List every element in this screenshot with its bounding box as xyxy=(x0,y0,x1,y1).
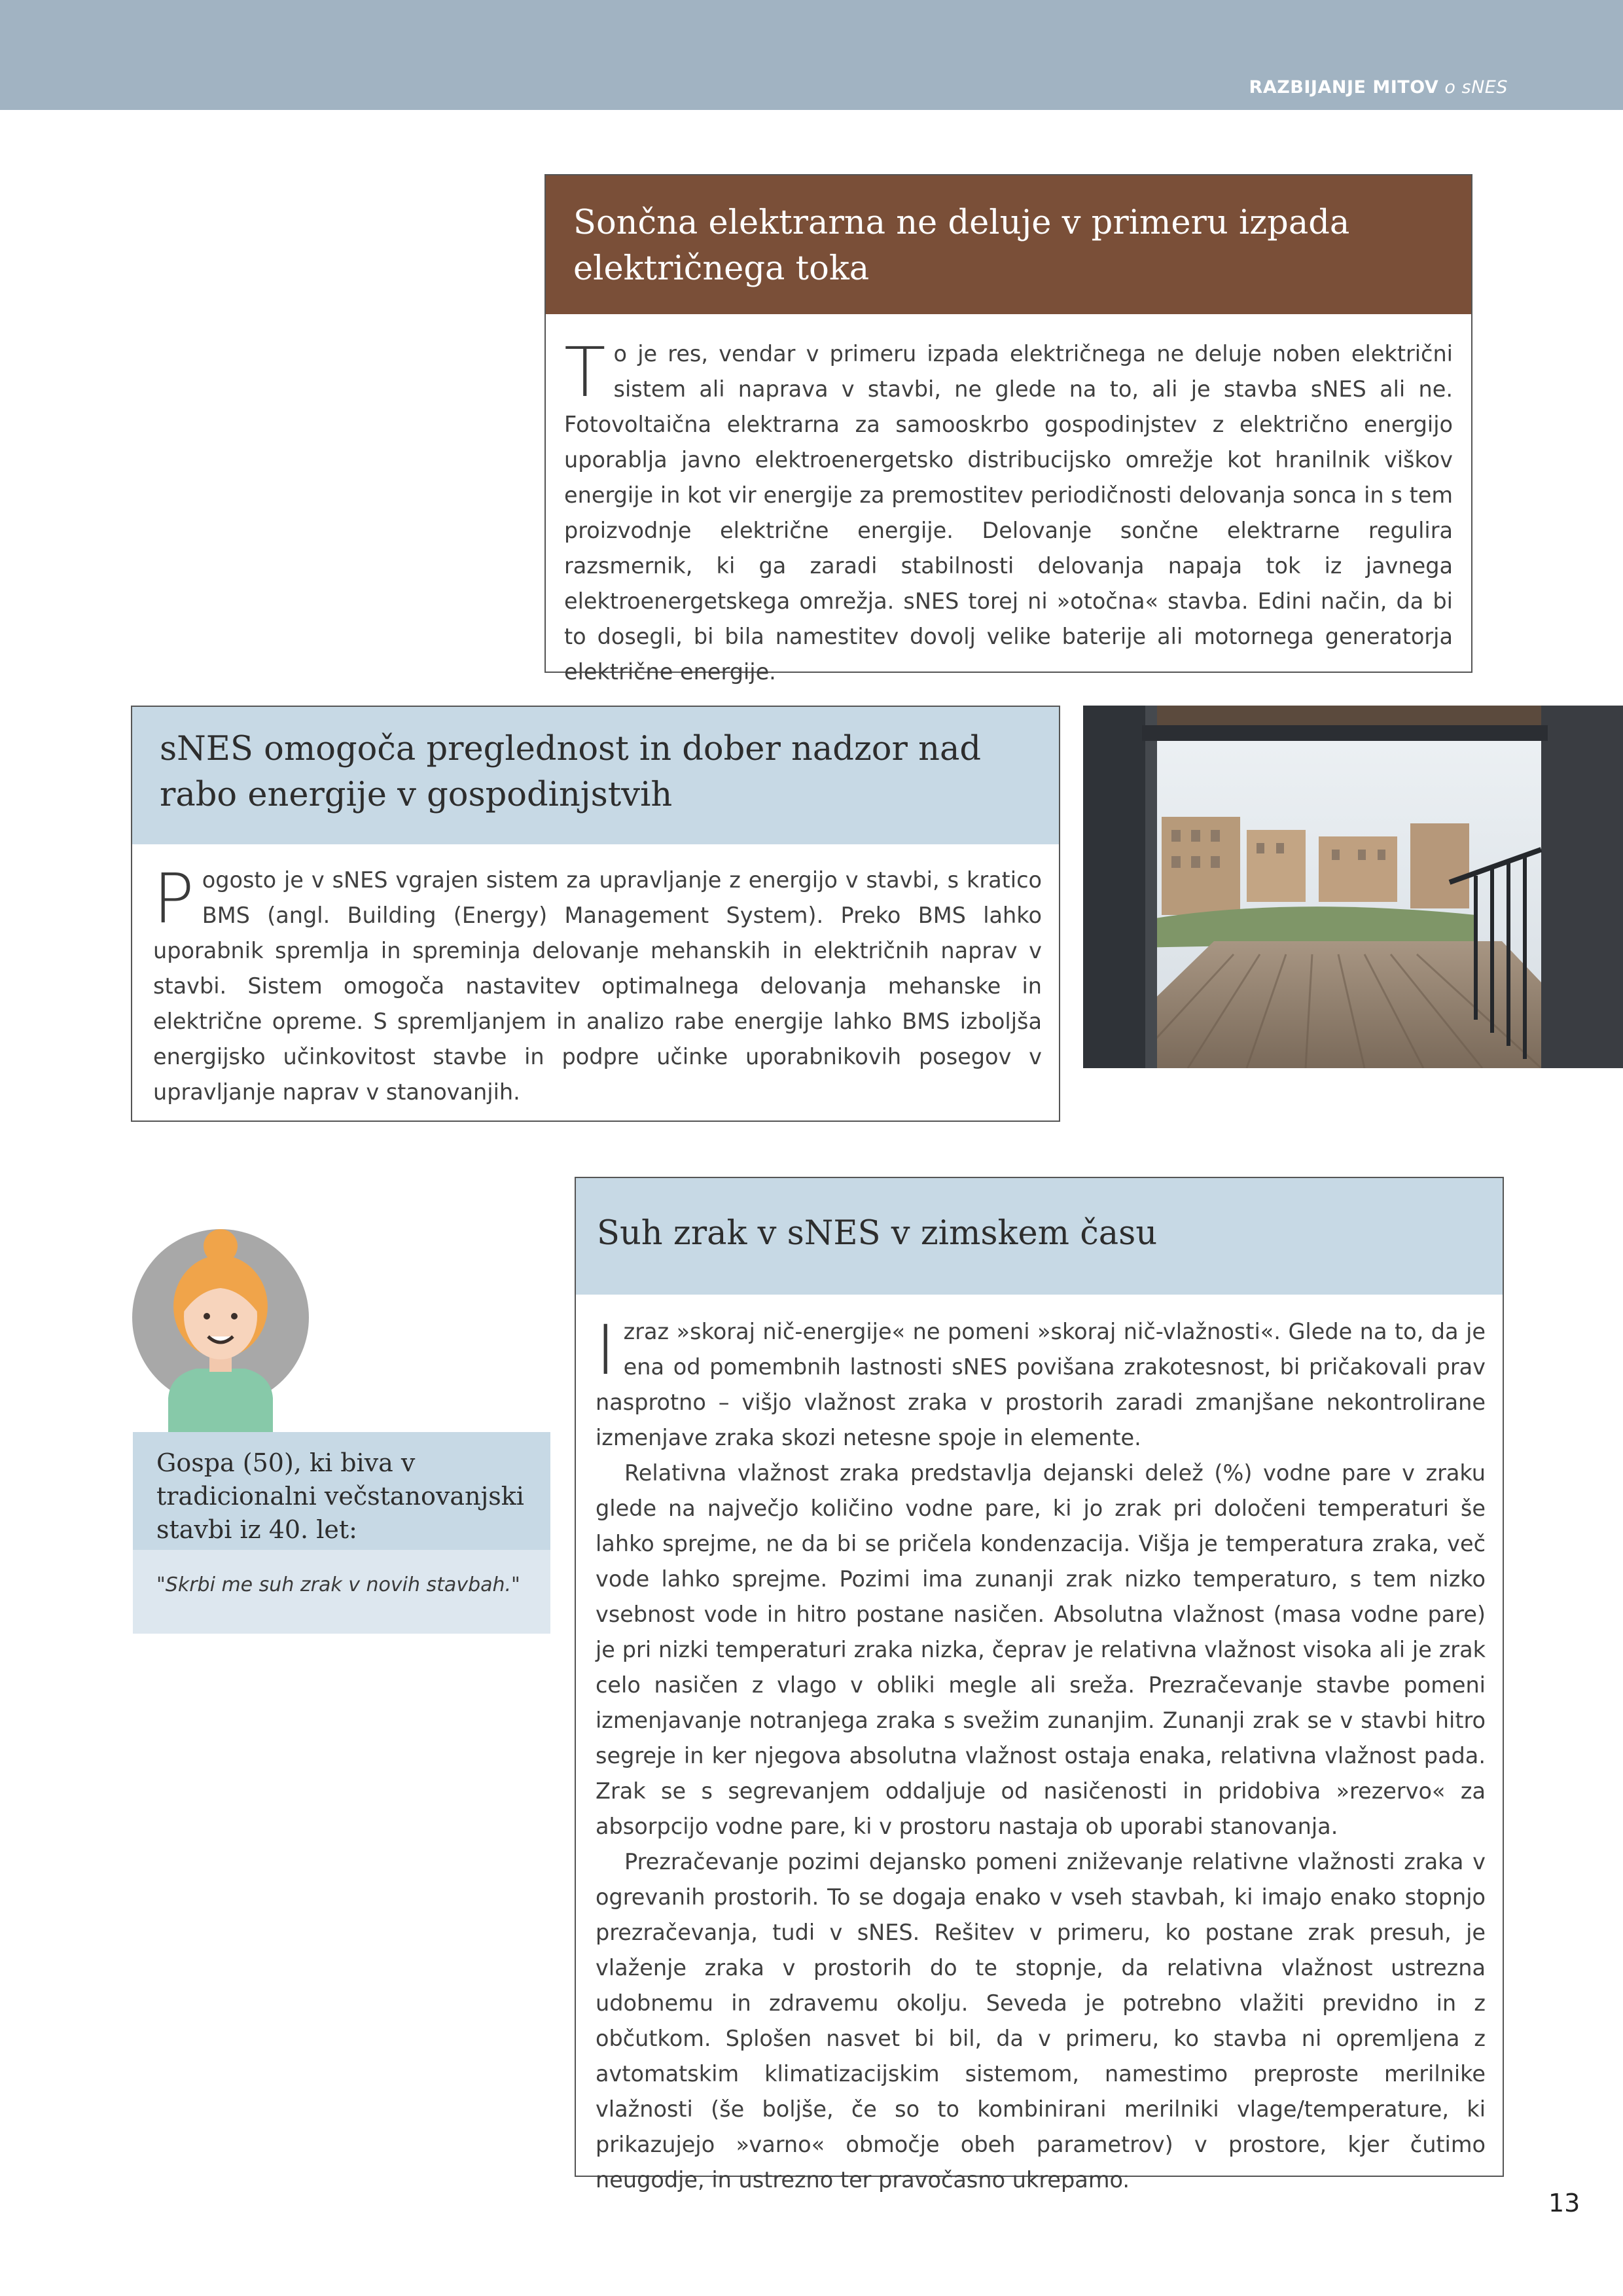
header-bar xyxy=(0,0,1623,110)
section-bms-body xyxy=(132,844,1059,1110)
paragraph: ogosto je v sNES vgrajen sistem za upravljanje z energijo v stavbi, s kratico BMS (angl. Building (Energy) Management System). Preko BMS lahko uporabnik spremlja in spreminja delovanje mehanskih in električnih naprav v stavbi. Sistem omogoča nastavitev optimalnega delovanja mehanske in električne opreme. S spremljanjem in analizo rabe energije lahko BMS izboljša energijsko učinkovitost stavbe in podpre učinke uporabnikovih posegov v upravljanje naprav v stanovanjih. xyxy=(153,867,1042,1105)
paragraph: Relativna vlažnost zraka predstavlja dejanski delež (%) vodne pare v zraku glede na največjo količino vodne pare, ki jo zrak pri določeni temperaturi še lahko sprejme, ne da bi se pričela kondenzacija. Višja je temperatura zraka, več vode lahko sprejme. Pozimi ima zunanji zrak nizko temperaturo, s tem nizko vsebnost vode in hitro postane nasičen. Absolutna vlažnost (masa vodne pare) je pri nizki temperaturi zraka nizka, čeprav je relativna vlažnost visoka ali je zrak celo nasičen z vlago v obliki megle ali sreža. Prezračevanje stavbe pomeni izmenjavanje notranjega zraka s svežim zunanjim. Zunanji zrak se v stavbi hitro segreje in ker njegova absolutna vlažnost ostaja enaka, relativna vlažnost pada. Zrak se s segrevanjem oddaljuje od nasičenosti in pridobiva »rezervo« za absorpcijo vodne pare, ki v prostoru nastaja ob uporabi stanovanja. xyxy=(596,1460,1486,1839)
balcony-photo-illustration xyxy=(1083,706,1623,1068)
section-dry-air-body xyxy=(576,1295,1503,2198)
dropcap: I xyxy=(596,1310,616,1390)
section-dry-air-box xyxy=(575,1177,1504,2193)
section-bms-box xyxy=(131,706,1060,1122)
page-number: 13 xyxy=(1548,2189,1580,2217)
paragraph: zraz »skoraj nič-energije« ne pomeni »skoraj nič-vlažnosti«. Glede na to, da je ena od pomembnih lastnosti sNES povišana zrakotesnost, bi pričakovali prav nasprotno – višjo vlažnost zraka v prostorih zaradi zmanjšane nekontrolirane izmenjave zraka skozi netesne spoje in elemente. xyxy=(596,1319,1486,1450)
section-dry-air-title: Suh zrak v sNES v zimskem času xyxy=(576,1178,1503,1295)
section-solar-title: Sončna elektrarna ne deluje v primeru izpada električnega toka xyxy=(546,175,1471,314)
section-bms-title: sNES omogoča preglednost in dober nadzor nad rabo energije v gospodinjstvih xyxy=(132,707,1059,844)
woman-avatar-icon xyxy=(131,1228,310,1444)
dropcap: T xyxy=(564,332,606,412)
balcony-photo xyxy=(1083,706,1623,1068)
avatar xyxy=(131,1228,310,1444)
running-title xyxy=(1249,77,1508,98)
running-title-italic: o sNES xyxy=(1444,77,1508,98)
quote-text: "Skrbi me suh zrak v novih stavbah." xyxy=(133,1550,550,1634)
paragraph: o je res, vendar v primeru izpada električnega ne deluje noben električni sistem ali naprava v stavbi, ne glede na to, ali je stavba sNES ali ne. Fotovoltaična elektrarna za samooskrbo gospodinjstev z električno energijo uporablja javno elektroenergetsko distribucijsko omrežje kot hranilnik viškov energije in kot vir energije za premostitev periodičnosti delovanja sonca in s tem proizvodnje električne energije. Delovanje sončne elektrarne regulira razsmernik, ki ga zaradi stabilnosti delovanja napaja tok iz javnega elektroenergetskega omrežja. sNES torej ni »otočna« stavba. Edini način, da bi to dosegli, bi bila namestitev dovolj velike baterije ali motornega generatorja električne energije. xyxy=(564,341,1453,685)
running-title-bold: RAZBIJANJE MITOV xyxy=(1249,77,1439,98)
dropcap: P xyxy=(153,859,194,939)
section-solar-box xyxy=(544,174,1472,685)
section-solar-body xyxy=(546,314,1471,690)
quote-person: Gospa (50), ki biva v tradicionalni večstanovanjski stavbi iz 40. let: xyxy=(133,1432,550,1550)
paragraph: Prezračevanje pozimi dejansko pomeni zniževanje relativne vlažnosti zraka v ogrevanih prostorih. To se dogaja enako v vseh stavbah, ki imajo enako stopnjo prezračevanja, tudi v sNES. Rešitev v primeru, ko postane zrak presuh, je vlaženje zraka v prostorih do te stopnje, da relativna vlažnost ustrezna udobnemu in zdravemu okolju. Seveda je potrebno vlažiti previdno in z občutkom. Splošen nasvet bi bil, da v primeru, ko stavba ni opremljena z avtomatskim klimatizacijskim sistemom, namestimo preproste merilnike vlažnosti (še boljše, če so to kombinirani merilniki vlage/temperature, ki prikazujejo »varno« območje obeh parametrov) v prostore, kjer čutimo neugodje, in ustrezno ter pravočasno ukrepamo. xyxy=(596,1849,1486,2193)
